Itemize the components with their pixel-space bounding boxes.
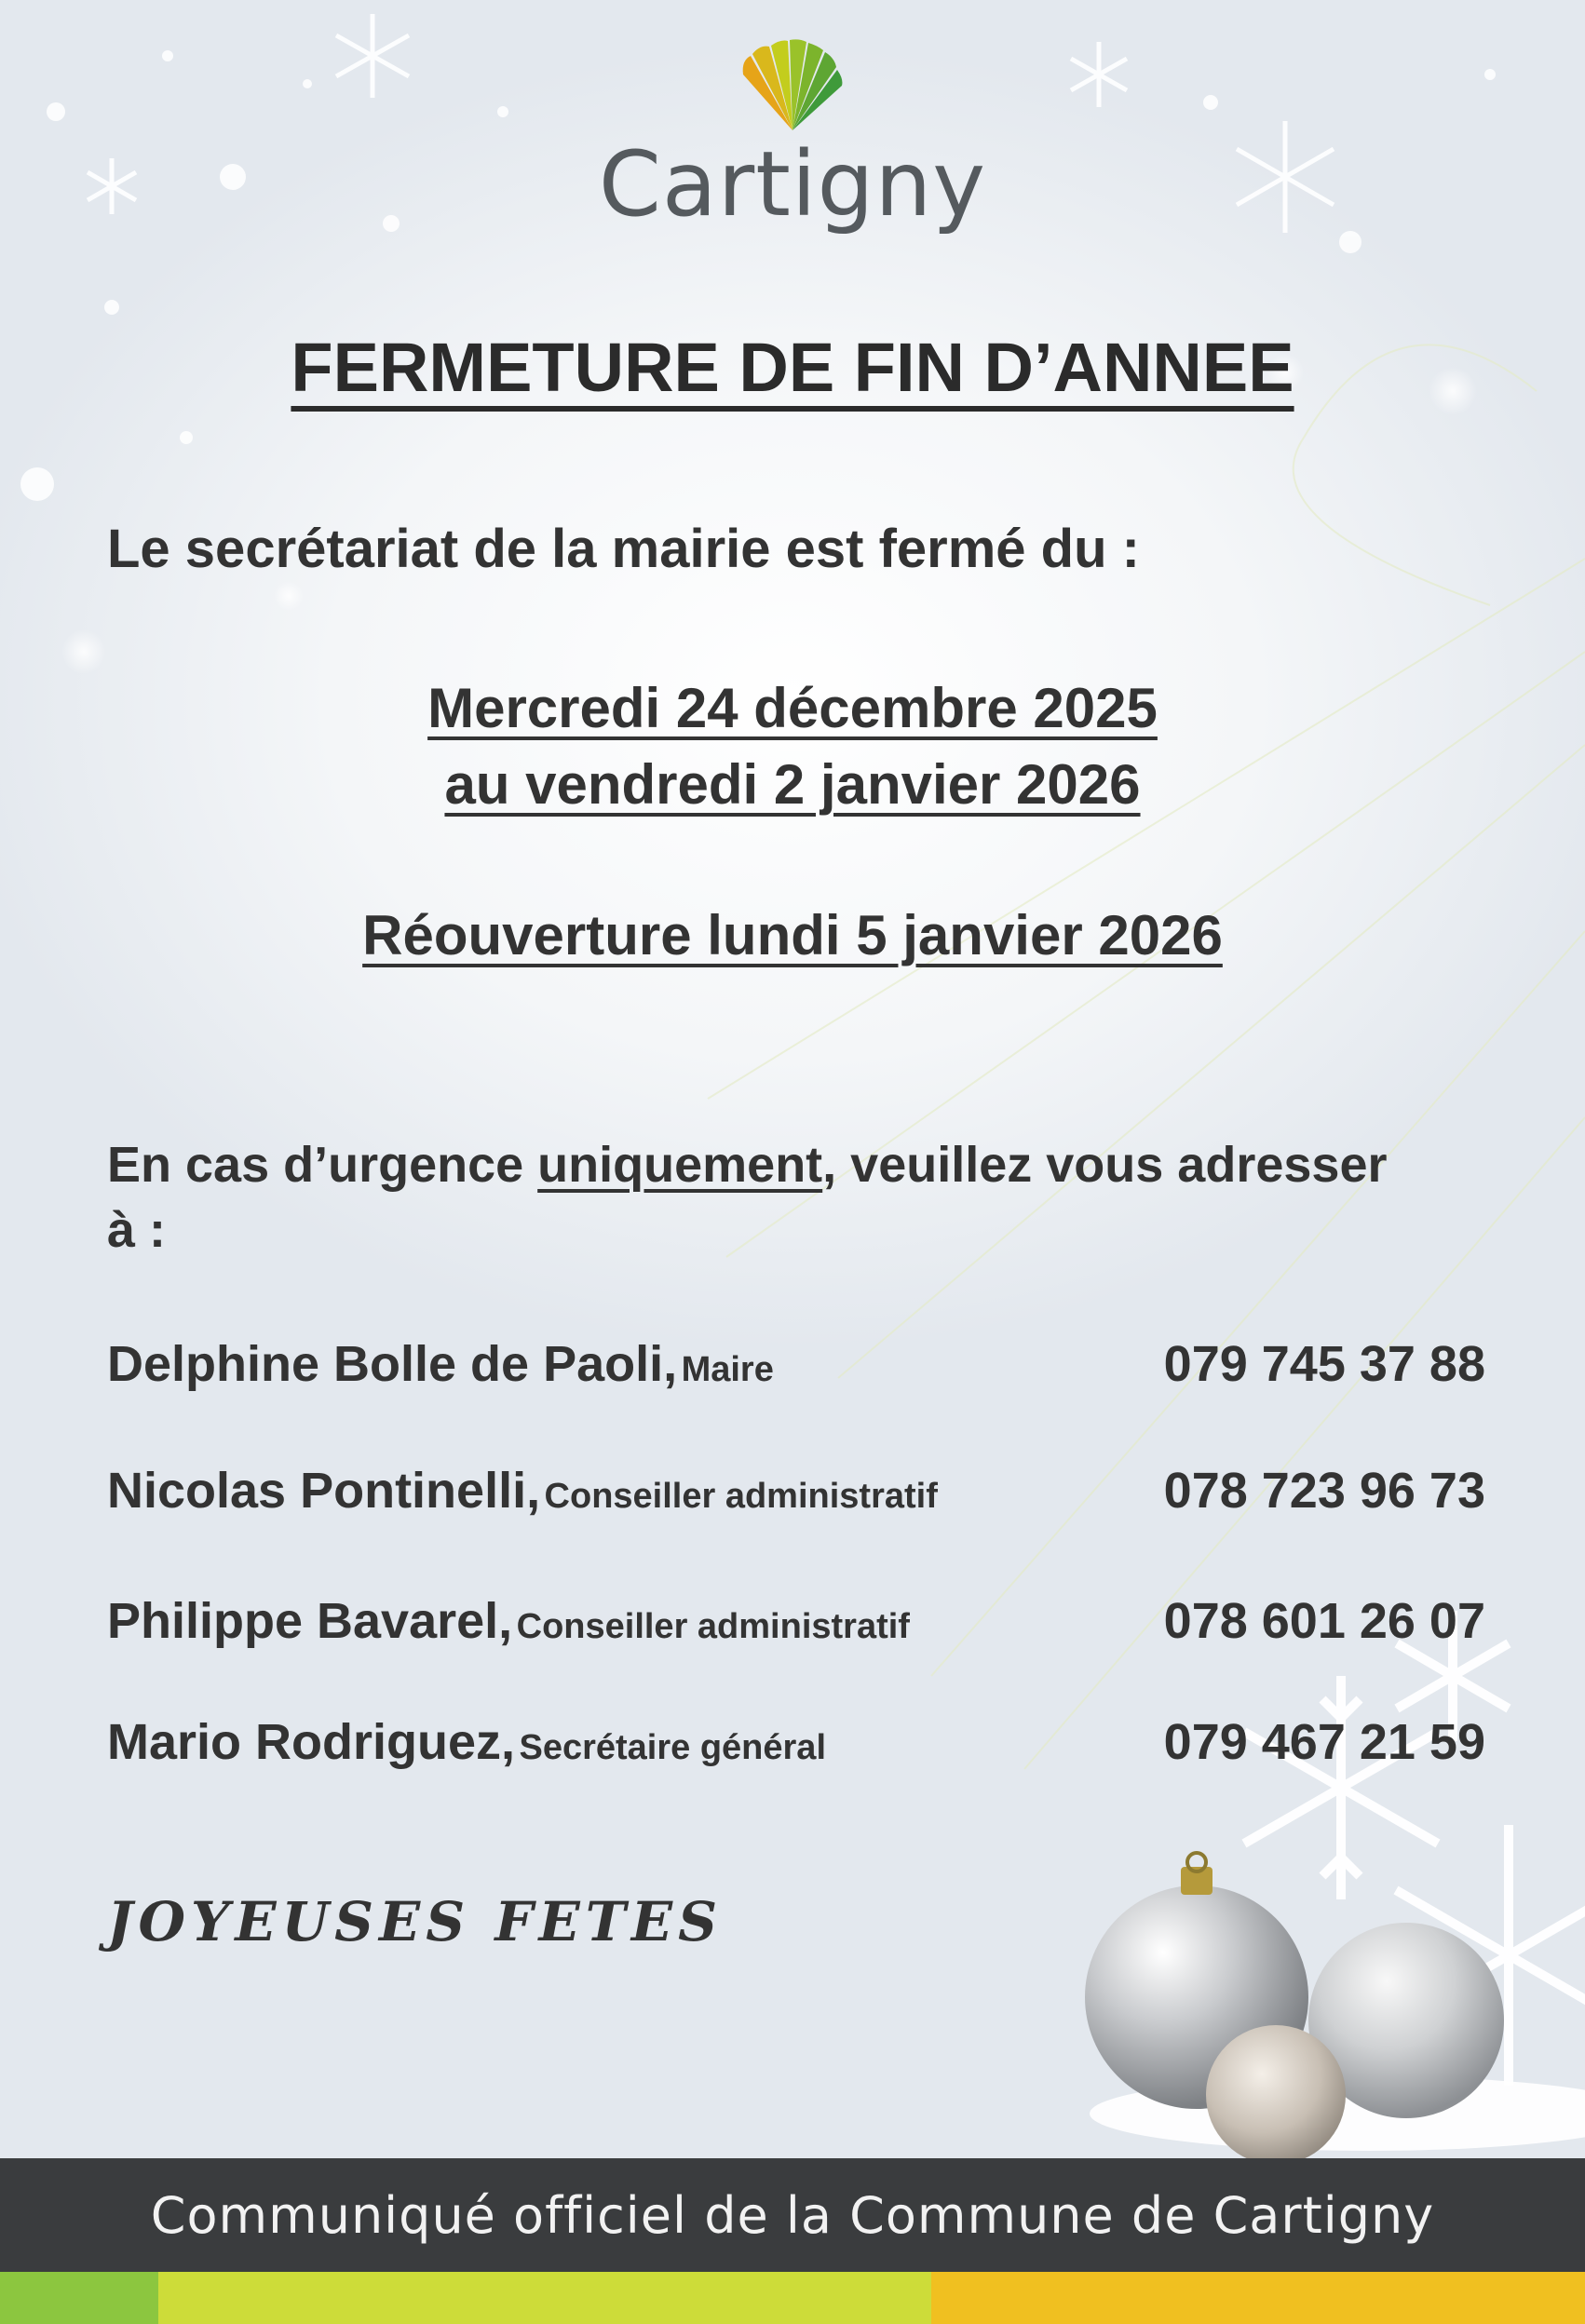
contact-row	[107, 1335, 1485, 1410]
contact-row	[107, 1592, 1485, 1667]
closure-start-date: Mercredi 24 décembre 2025	[427, 677, 1158, 739]
reopening-date: Réouverture lundi 5 janvier 2026	[362, 904, 1223, 966]
stripe-green	[0, 2272, 158, 2324]
contact-phone: 078 601 26 07	[1163, 1593, 1485, 1649]
contact-row	[107, 1713, 1485, 1788]
closure-intro: Le secrétariat de la mairie est fermé du :	[107, 519, 1140, 579]
contact-name: Philippe Bavarel,	[107, 1593, 513, 1649]
color-stripe	[0, 2272, 1585, 2324]
emergency-notice: En cas d’urgence uniquement, veuillez vous adresser à :	[107, 1137, 1388, 1258]
logo-wordmark: Cartigny	[598, 132, 987, 236]
closure-end-date: au vendredi 2 janvier 2026	[444, 753, 1141, 816]
cartigny-logo	[0, 37, 1585, 236]
contact-phone: 079 467 21 59	[1163, 1714, 1485, 1770]
closure-dates	[0, 670, 1585, 823]
contact-row	[107, 1462, 1485, 1536]
page-title: FERMETURE DE FIN D’ANNEE	[291, 329, 1294, 406]
contact-name: Mario Rodriguez,	[107, 1714, 516, 1770]
contact-role: Conseiller administratif	[544, 1477, 938, 1516]
stripe-yellow	[931, 2272, 1585, 2324]
greeting: JOYEUSES FETES	[107, 1890, 723, 1953]
footer-banner	[0, 2158, 1585, 2272]
contact-role: Secrétaire général	[519, 1728, 826, 1767]
contact-role: Conseiller administratif	[516, 1607, 910, 1646]
contact-phone: 079 745 37 88	[1163, 1336, 1485, 1392]
contact-phone: 078 723 96 73	[1163, 1463, 1485, 1519]
contact-name: Delphine Bolle de Paoli,	[107, 1336, 678, 1392]
stripe-lime	[158, 2272, 931, 2324]
footer-text: Communiqué officiel de la Commune de Cartigny	[150, 2185, 1435, 2245]
contact-name: Nicolas Pontinelli,	[107, 1463, 541, 1519]
emphasis-uniquement: uniquement	[537, 1137, 823, 1193]
contact-role: Maire	[681, 1350, 774, 1389]
scallop-shell-icon	[732, 37, 853, 140]
